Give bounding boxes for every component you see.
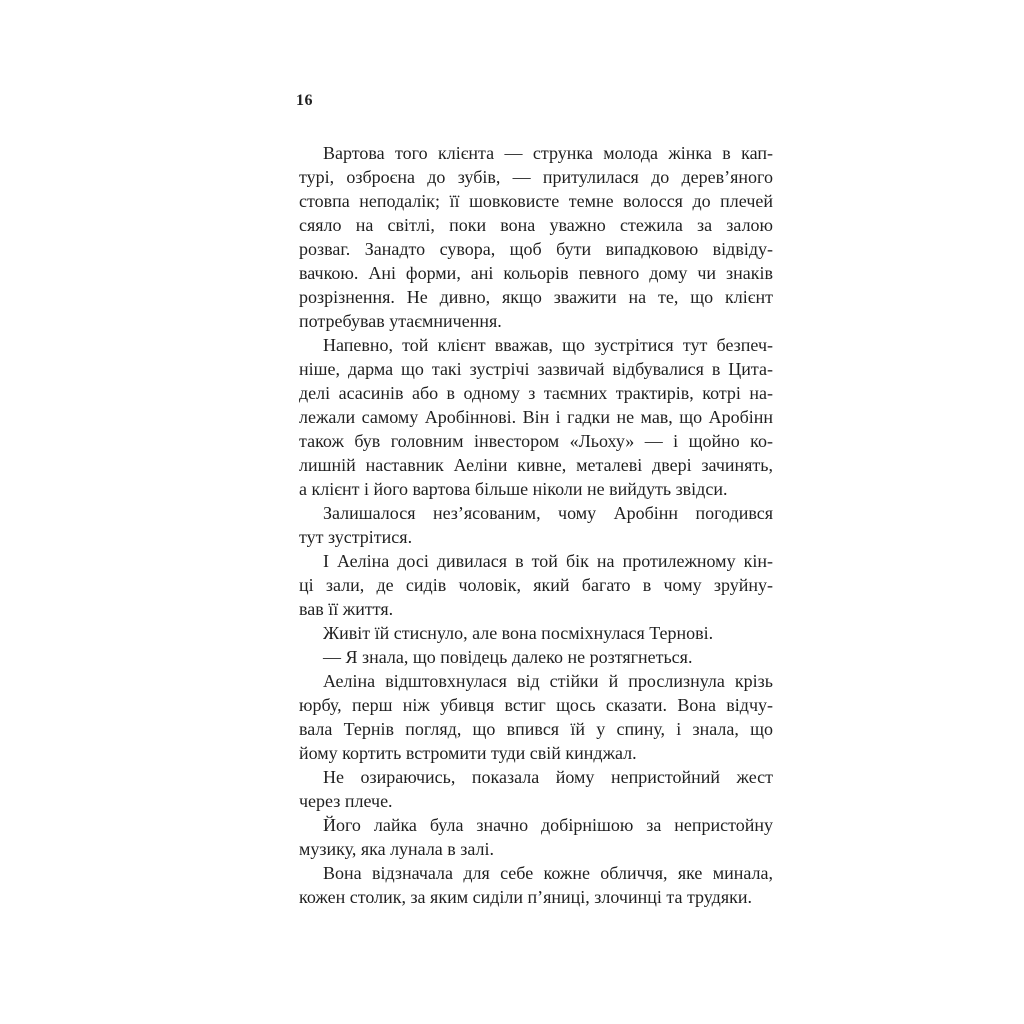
text-line: тут зустрітися. [299,527,413,547]
text-line: ці зали, де сидів чоловік, який багато в чому зруйну- [299,575,773,595]
text-line: Напевно, той клієнт вважав, що зустрітися тут безпеч- [323,335,773,355]
paragraph [299,141,773,333]
text-line: ніше, дарма що такі зустрічі зазвичай відбувалися в Цита- [299,359,773,379]
text-line: вав її життя. [299,599,394,619]
text-line: лежали самому Аробіннові. Він і гадки не мав, що Аробінн [299,407,773,427]
text-line: музику, яка лунала в залі. [299,839,495,859]
paragraph [299,621,773,645]
paragraph [299,549,773,621]
text-line: стовпа неподалік; її шовковисте темне волосся до плечей [299,191,773,211]
text-line: юрбу, перш ніж убивця встиг щось сказати. Вона відчу- [299,695,773,715]
text-line: лишній наставник Аеліни кивне, металеві двері зачинять, [299,455,773,475]
text-line: через плече. [299,791,393,811]
text-line: Вона відзначала для себе кожне обличчя, яке минала, [323,863,773,883]
text-line: кожен столик, за яким сиділи п’яниці, злочинці та трудяки. [299,887,752,907]
paragraph [299,501,773,549]
text-line: Вартова того клієнта — струнка молода жінка в кап- [323,143,773,163]
paragraph [299,765,773,813]
text-line: Аеліна відштовхнулася від стійки й прослизнула крізь [323,671,773,691]
text-line: Не озираючись, показала йому непристойний жест [323,767,773,787]
text-line: — Я знала, що повідець далеко не розтягнеться. [323,647,693,667]
paragraph [299,813,773,861]
paragraph [299,333,773,501]
text-line: Живіт їй стиснуло, але вона посміхнулася Тернові. [323,623,714,643]
paragraph [299,645,773,669]
text-line: йому кортить встромити туди свій кинджал. [299,743,637,763]
text-line: сяяло на світлі, поки вона уважно стежила за залою [299,215,773,235]
paragraph [299,669,773,765]
text-line: розваг. Занадто сувора, щоб бути випадковою відвіду- [299,239,773,259]
text-line: вачкою. Ані форми, ані кольорів певного дому чи знаків [299,263,773,283]
paragraph [299,861,773,909]
text-block [299,141,773,909]
text-line: Його лайка була значно добірнішою за непристойну [323,815,773,835]
text-line: делі асасинів або в одному з таємних трактирів, котрі на- [299,383,773,403]
text-line: розрізнення. Не дивно, якщо зважити на те, що клієнт [299,287,773,307]
text-line: потребував утаємничення. [299,311,502,331]
text-line: вала Тернів погляд, що впився їй у спину, і знала, що [299,719,773,739]
text-line: а клієнт і його вартова більше ніколи не вийдуть звідси. [299,479,728,499]
page-number: 16 [296,92,313,109]
text-line: також був головним інвестором «Льоху» — і щойно ко- [299,431,773,451]
text-line: І Аеліна досі дивилася в той бік на протилежному кін- [323,551,773,571]
text-line: турі, озброєна до зубів, — притулилася до дерев’яного [299,167,773,187]
text-line: Залишалося нез’ясованим, чому Аробінн погодився [323,503,773,523]
